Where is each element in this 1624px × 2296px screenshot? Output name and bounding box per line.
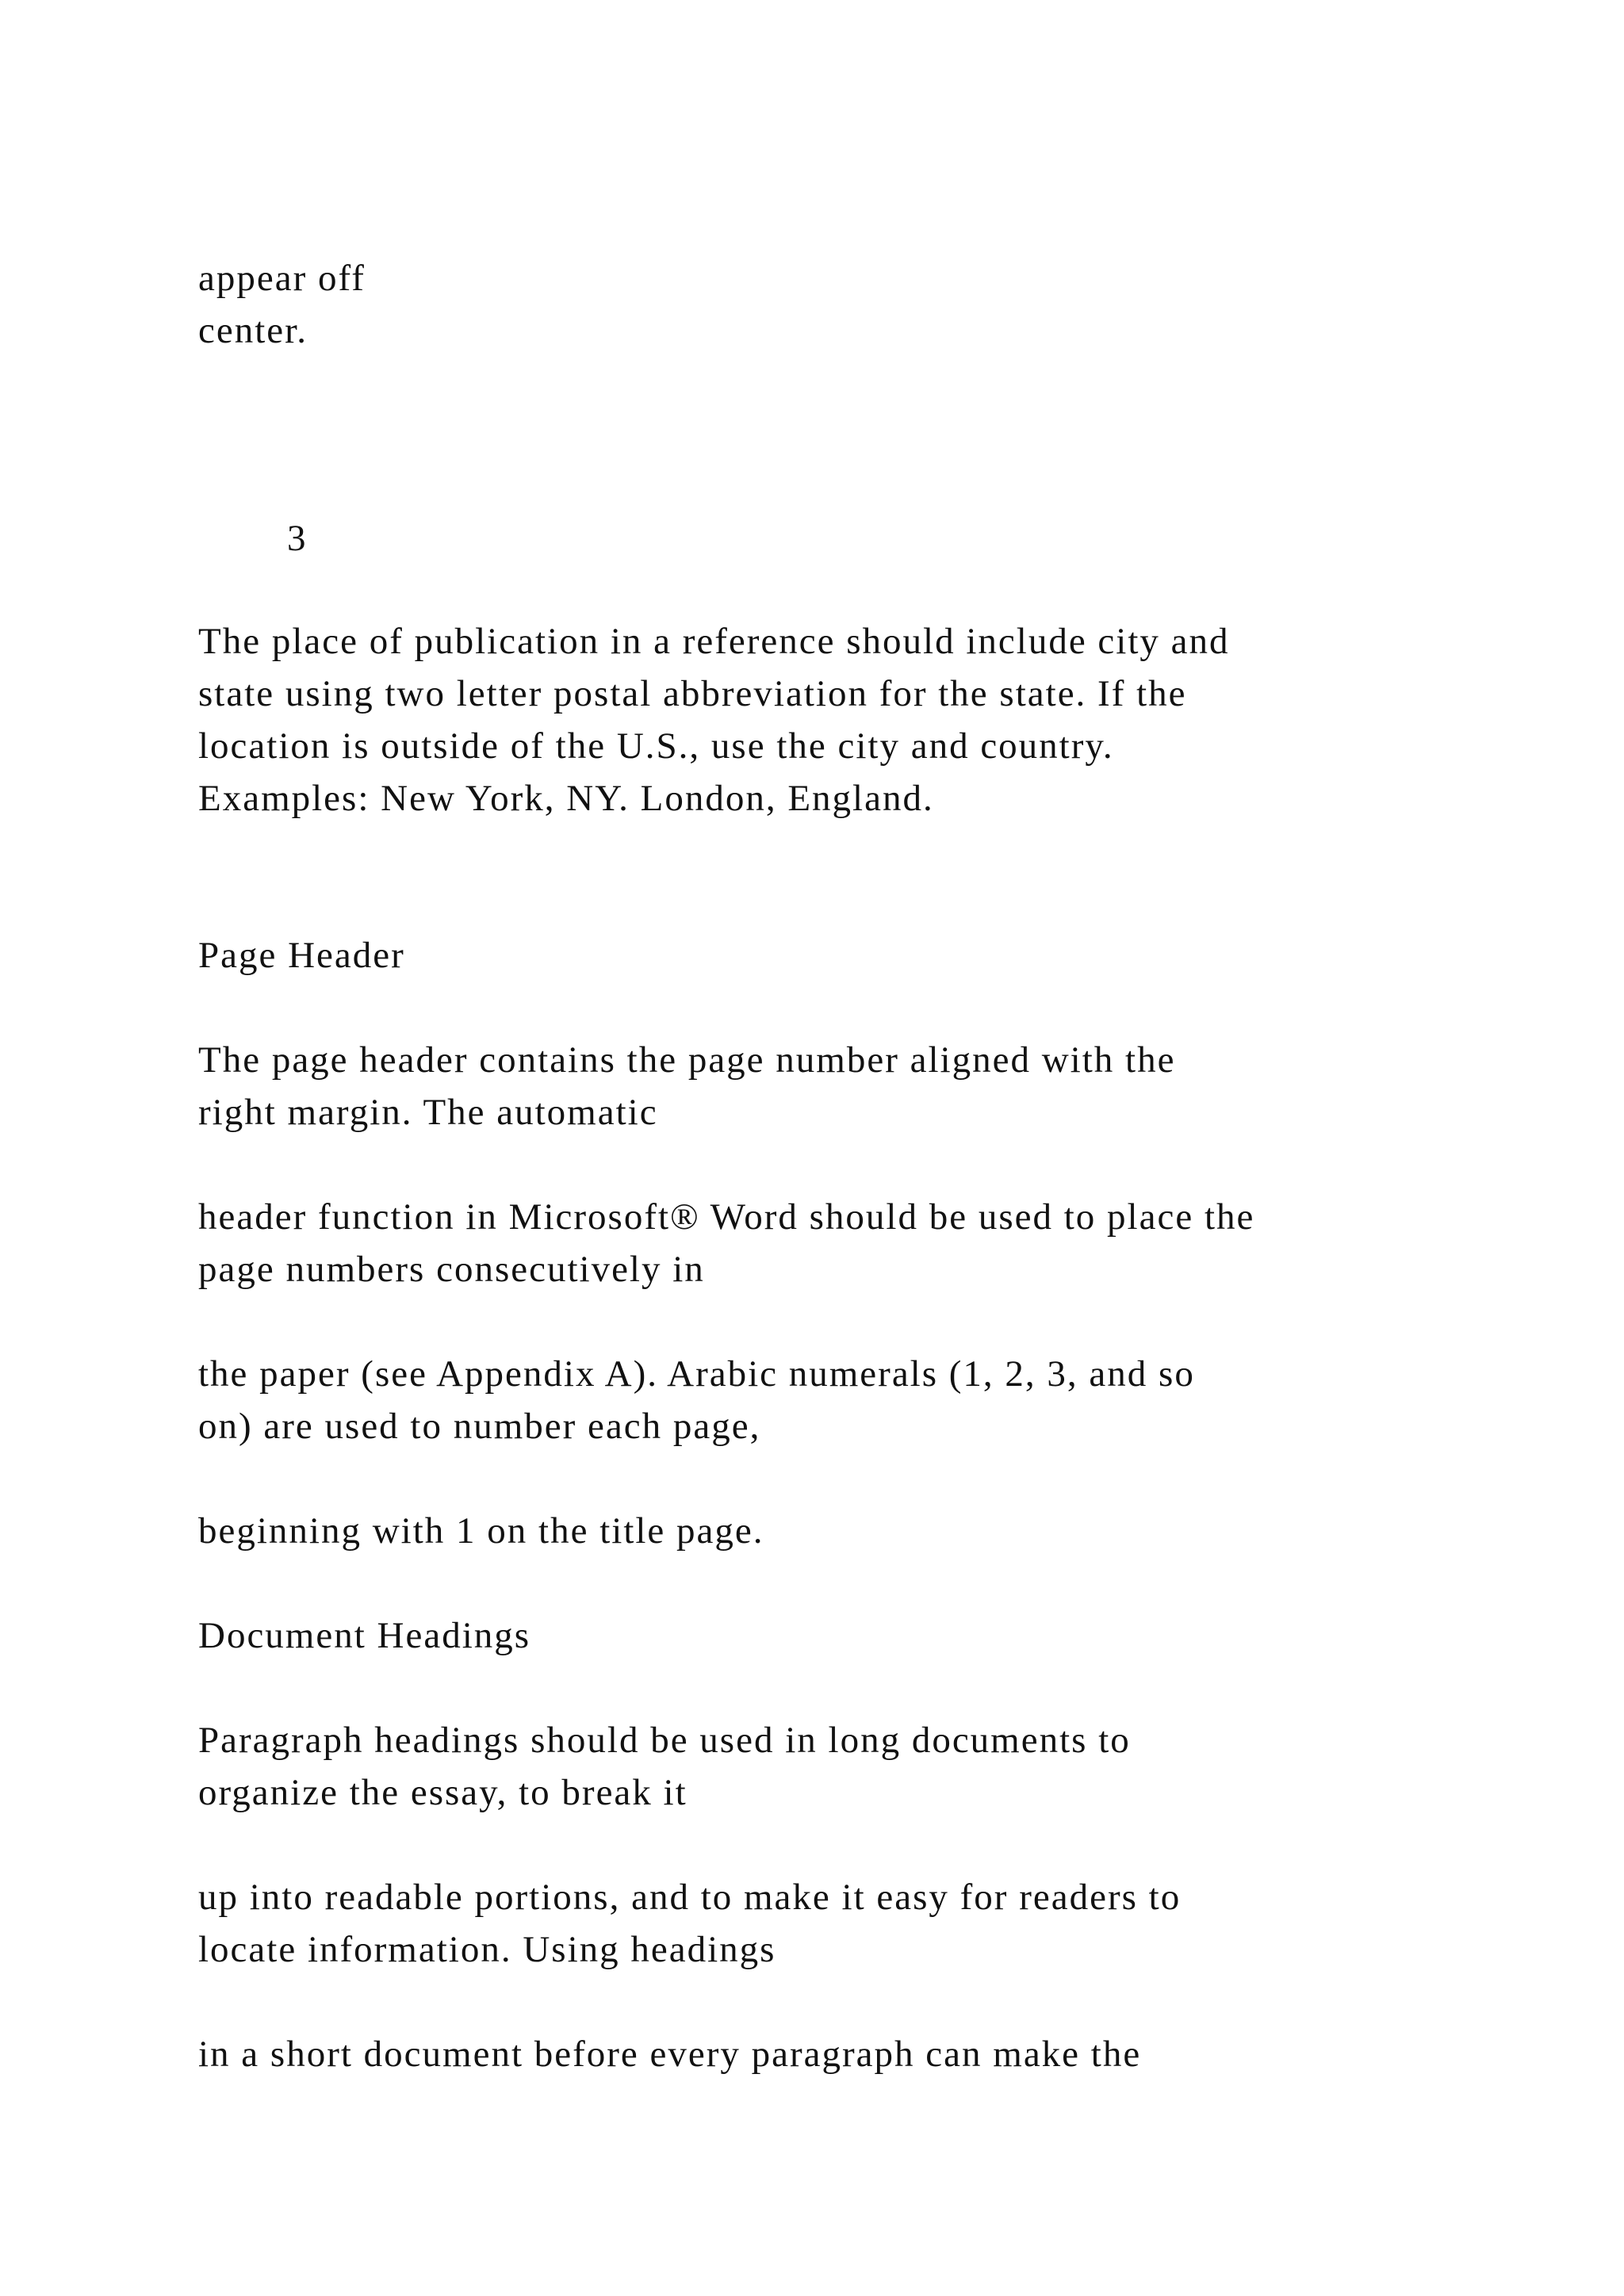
fragment-line: appear off (198, 258, 366, 299)
fragment-line: center. (198, 310, 308, 351)
paragraph-line: the paper (see Appendix A). Arabic numerals (1, 2, 3, and so (198, 1353, 1195, 1395)
section-heading-page-header: Page Header (198, 935, 405, 976)
paragraph-line: up into readable portions, and to make it easy for readers to (198, 1877, 1182, 1918)
paragraph-line: right margin. The automatic (198, 1092, 658, 1133)
paragraph-line: The page header contains the page number aligned with the (198, 1039, 1176, 1081)
paragraph-line: The place of publication in a reference should include city and (198, 621, 1230, 662)
paragraph-line: on) are used to number each page, (198, 1406, 761, 1447)
paragraph-line: organize the essay, to break it (198, 1772, 688, 1813)
paragraph-line: Paragraph headings should be used in long documents to (198, 1720, 1131, 1761)
paragraph-line: Examples: New York, NY. London, England. (198, 778, 934, 819)
page-number: 3 (287, 518, 308, 559)
paragraph-line: locate information. Using headings (198, 1929, 776, 1970)
paragraph-line: beginning with 1 on the title page. (198, 1510, 764, 1552)
paragraph-line: header function in Microsoft® Word should be used to place the (198, 1196, 1255, 1238)
paragraph-line: state using two letter postal abbreviation for the state. If the (198, 673, 1187, 714)
paragraph-line: page numbers consecutively in (198, 1249, 705, 1290)
paragraph-line: location is outside of the U.S., use the city and country. (198, 725, 1114, 767)
paragraph-line: in a short document before every paragraph can make the (198, 2034, 1142, 2075)
section-heading-document-headings: Document Headings (198, 1615, 531, 1656)
